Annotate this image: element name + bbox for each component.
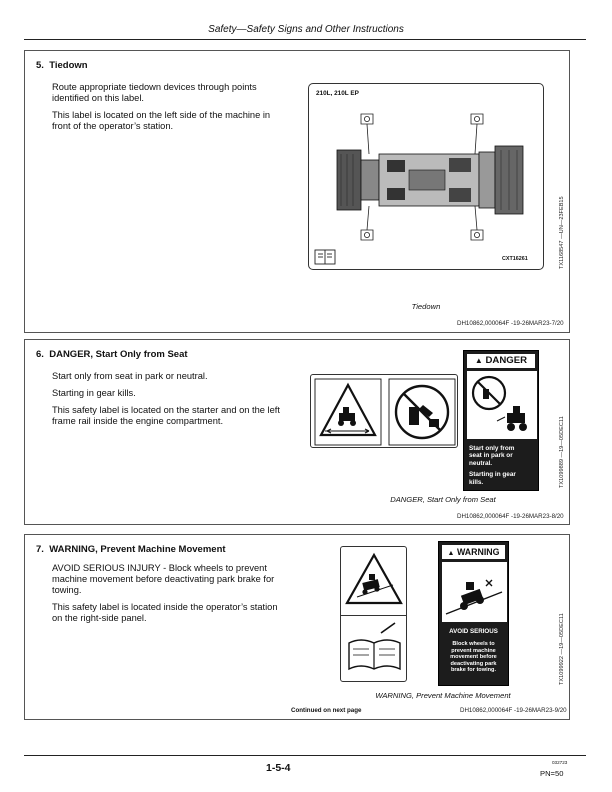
- header-rule: [24, 39, 586, 40]
- section-title-text: WARNING, Prevent Machine Movement: [49, 544, 226, 555]
- sign-line: Starting in gear: [469, 471, 516, 479]
- model-label: 210L, 210L EP: [316, 90, 359, 97]
- runover-hazard-icon: [311, 375, 385, 449]
- danger-banner: [467, 354, 535, 368]
- section-tiedown: [24, 50, 570, 333]
- page-number: 1-5-4: [266, 762, 291, 774]
- warning-triangle-icon: ▲: [447, 550, 455, 557]
- sign-line: prevent machine: [451, 647, 496, 654]
- block-wheels-icon: [442, 562, 507, 622]
- paragraph: Start only from seat in park or neutral.: [52, 371, 208, 381]
- section-title-text: DANGER, Start Only from Seat: [49, 349, 188, 360]
- figure-caption: DANGER, Start Only from Seat: [390, 495, 496, 504]
- danger-pictorial-sign: [310, 374, 458, 448]
- section-number: 5.: [36, 60, 44, 71]
- section-title: [36, 544, 226, 555]
- side-reference: TX1099889 —19—05DEC11: [559, 416, 565, 488]
- page-header: Safety—Safety Signs and Other Instructions: [208, 24, 404, 35]
- paragraph: This label is located on the left side of the machine in front of the operator’s station.: [52, 110, 271, 131]
- warning-triangle-icon: ▲: [474, 356, 483, 365]
- reference-code: DH10862,000064F -19-26MAR23-9/20: [460, 707, 567, 714]
- machine-top-view-icon: [309, 84, 545, 271]
- paragraph: Starting in gear kills.: [52, 388, 136, 398]
- pn-label: PN=50: [540, 769, 564, 778]
- reference-code: DH10862,000064F -19-26MAR23-7/20: [457, 320, 564, 327]
- section-title: [36, 349, 188, 360]
- section-body: [52, 371, 290, 433]
- roll-hazard-icon: [341, 547, 408, 615]
- warning-sign-text: [441, 641, 506, 674]
- sign-line: brake for towing.: [450, 667, 497, 674]
- paragraph: AVOID SERIOUS INJURY - Block wheels to prevent machine movement before deactivating park brake for towing.: [52, 563, 275, 595]
- footer-rule: [24, 755, 586, 756]
- warning-banner-text: WARNING: [456, 547, 500, 557]
- section-warning-movement: [24, 534, 570, 720]
- section-danger-start: [24, 339, 570, 525]
- sign-line: deactivating park: [450, 660, 497, 667]
- date-code: 032723: [552, 760, 568, 765]
- sign-line: seat in park or: [469, 452, 513, 460]
- tiedown-figure: [308, 83, 544, 270]
- sign-line: kills.: [469, 478, 484, 486]
- warning-sign: [438, 541, 509, 686]
- no-start-from-ground-icon: [385, 375, 459, 449]
- section-number: 7.: [36, 544, 44, 555]
- warning-sign-heading: AVOID SERIOUS: [449, 628, 498, 635]
- section-body: [52, 82, 290, 138]
- paragraph: This safety label is located inside the operator’s station on the right-side panel.: [52, 602, 278, 623]
- figure-caption: Tiedown: [411, 302, 441, 311]
- paragraph: This safety label is located on the starter and on the left frame rail inside the engine compartment.: [52, 405, 280, 426]
- danger-sign: [463, 350, 539, 491]
- section-title: [36, 60, 88, 71]
- continued-note: Continued on next page: [291, 707, 362, 714]
- figure-caption: WARNING, Prevent Machine Movement: [375, 691, 511, 700]
- sign-line: neutral.: [469, 459, 493, 467]
- read-manual-icon: [341, 615, 408, 683]
- section-body: [52, 563, 290, 630]
- sign-line: movement before: [450, 654, 497, 661]
- sign-line: Start only from: [469, 445, 515, 452]
- section-number: 6.: [36, 349, 44, 360]
- danger-sign-text: [469, 445, 516, 486]
- warning-pictorial-sign: [340, 546, 407, 682]
- sign-line: Block wheels to: [452, 641, 495, 647]
- reference-code: DH10862,000064F -19-26MAR23-8/20: [457, 513, 564, 520]
- warning-banner: [442, 545, 505, 559]
- side-reference: TX1168547 —UN—23FEB15: [559, 196, 565, 269]
- paragraph: Route appropriate tiedown devices through points identified on this label.: [52, 82, 257, 103]
- section-title-text: Tiedown: [49, 60, 88, 71]
- start-from-seat-icon: [467, 371, 537, 439]
- side-reference: TX1099922 —19—05DEC11: [559, 613, 565, 685]
- figure-code: CXT16261: [502, 256, 528, 262]
- danger-banner-text: DANGER: [485, 355, 528, 366]
